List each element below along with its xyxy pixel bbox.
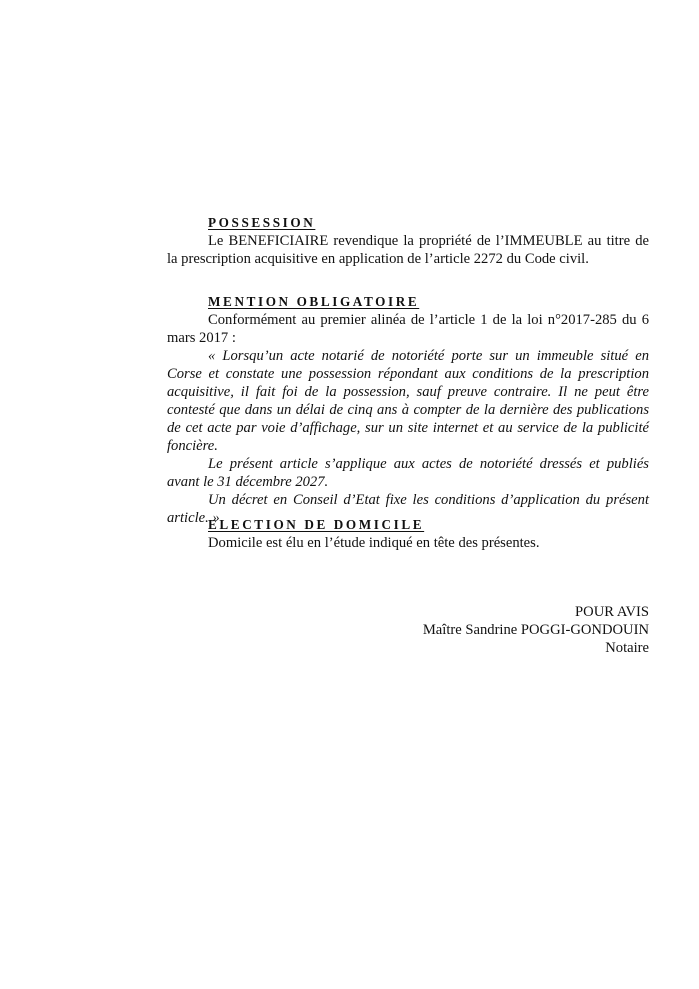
section-possession: [167, 214, 649, 268]
section-heading-mention-obligatoire: MENTION OBLIGATOIRE: [208, 294, 420, 309]
section-heading-election-domicile: ELECTION DE DOMICILE: [208, 517, 425, 532]
signature-title: Notaire: [605, 640, 649, 656]
section-mention-obligatoire: [167, 293, 649, 527]
possession-paragraph: Le BENEFICIAIRE revendique la propriété de l’IMMEUBLE au titre de la prescription acquisitive en application de l’article 2272 du Code civil.: [167, 233, 649, 267]
mention-quote-paragraph-3: Un décret en Conseil d’Etat fixe les conditions d’application du présent article. »: [167, 492, 649, 526]
signature-notary-name: Maître Sandrine POGGI-GONDOUIN: [422, 622, 649, 638]
signature-block: [423, 603, 649, 657]
mention-quote-paragraph-2: Le présent article s’applique aux actes de notoriété dressés et publiés avant le 31 décembre 2027.: [167, 456, 649, 490]
signature-pour-avis: POUR AVIS: [575, 604, 649, 620]
mention-quote-paragraph-1: « Lorsqu’un acte notarié de notoriété porte sur un immeuble situé en Corse et constate une possession répondant aux conditions de la prescription acquisitive, il fait foi de la possession, sauf preuve contraire. Il ne peut être contesté que dans un délai de cinq ans à compter de la dernière des publications de cet acte par voie d’affichage, sur un site internet et au service de la publicité foncière.: [167, 348, 649, 454]
section-heading-possession: POSSESSION: [208, 215, 316, 230]
section-election-domicile: [167, 516, 649, 552]
election-domicile-paragraph: Domicile est élu en l’étude indiqué en tête des présentes.: [208, 535, 540, 551]
mention-intro-paragraph: Conformément au premier alinéa de l’article 1 de la loi n°2017-285 du 6 mars 2017 :: [167, 312, 649, 346]
